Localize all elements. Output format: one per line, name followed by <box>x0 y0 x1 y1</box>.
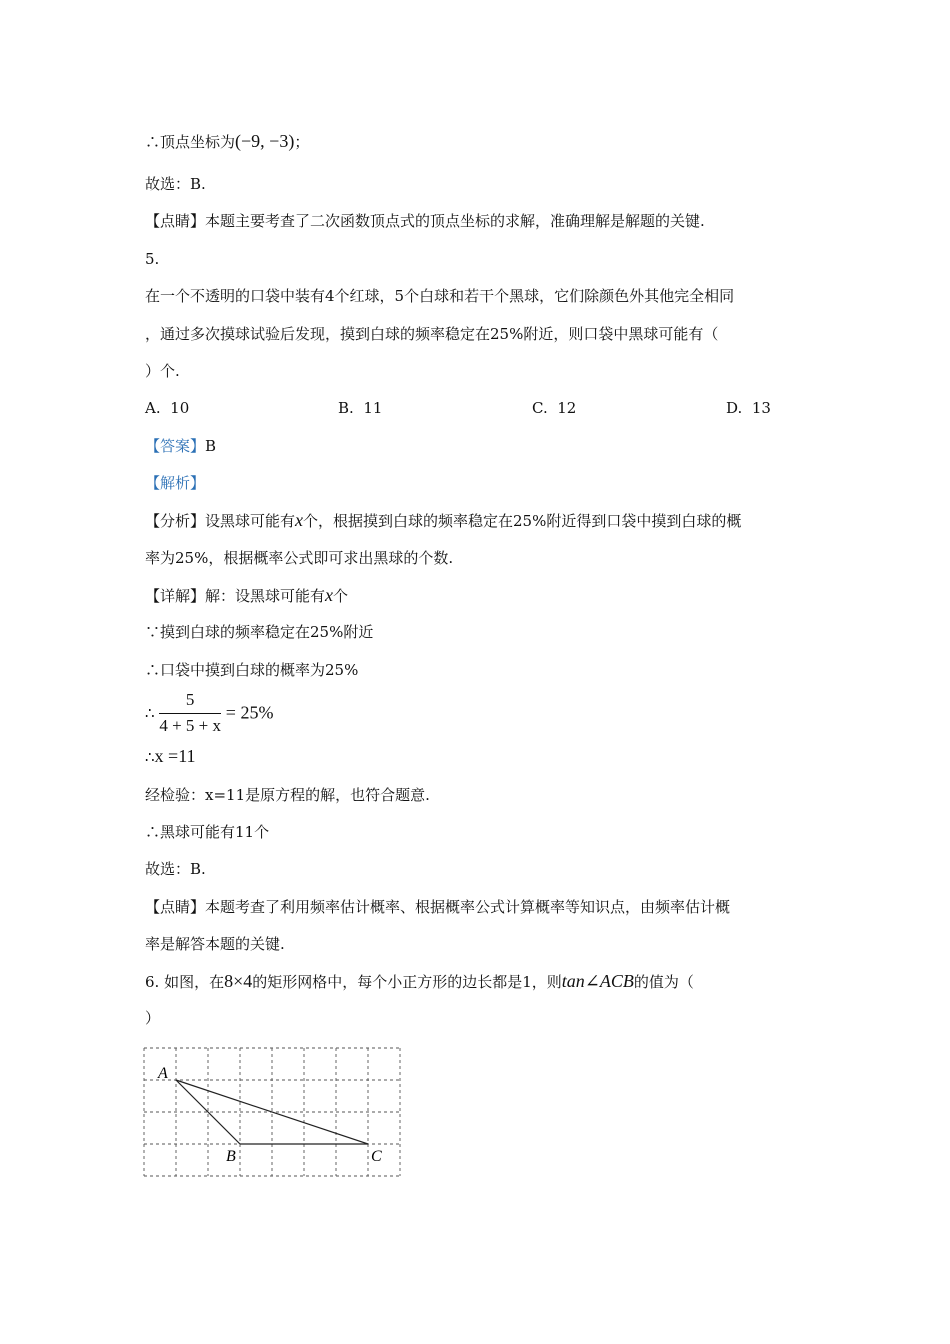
choice-b-value: 11 <box>363 399 383 417</box>
detail-line-1 <box>145 585 348 606</box>
question-5-number: 5. <box>145 250 160 268</box>
detail-line-1-a: 【详解】解：设黑球可能有 <box>145 587 326 605</box>
choice-a <box>145 398 189 418</box>
analysis-tag: 【解析】 <box>145 474 206 492</box>
check-line: 经检验：x=11是原方程的解，也符合题意. <box>145 786 430 804</box>
solution-expr: x =11 <box>154 746 196 766</box>
tan-expression: tan∠ACB <box>561 971 634 991</box>
detail-var: x <box>325 585 334 605</box>
choice-c-value: 12 <box>557 399 577 417</box>
comment-line-1: 【点睛】本题主要考查了二次函数顶点式的顶点坐标的求解，准确理解是解题的关键. <box>145 212 705 230</box>
grid-size: 8×4 <box>224 971 253 991</box>
analysis-line-1-a: 【分析】设黑球可能有 <box>145 512 296 530</box>
point-a-label: A <box>158 1065 168 1082</box>
equation-prefix: ∴ <box>145 704 155 722</box>
choice-c <box>532 398 576 418</box>
choice-d-label: D. <box>726 399 743 417</box>
analysis-line-1-b: 个，根据摸到白球的频率稳定在25%附近得到口袋中摸到白球的概 <box>303 512 742 530</box>
question-6-line-2: ） <box>145 1009 161 1027</box>
detail-line-1-b: 个 <box>333 587 349 605</box>
because-line: ∵摸到白球的频率稳定在25%附近 <box>145 623 374 641</box>
vertex-line <box>145 131 309 152</box>
equation-fraction <box>159 690 221 736</box>
answer-tag: 【答案】 <box>145 437 206 455</box>
choose-line-1: 故选：B. <box>145 175 206 193</box>
answer-line <box>145 436 216 456</box>
answer-value: B <box>205 437 217 455</box>
vertex-text: ∴顶点坐标为 <box>145 133 236 151</box>
question-6-a: 6. 如图，在 <box>145 973 225 991</box>
choice-b <box>338 398 382 418</box>
grid-figure <box>143 1047 405 1177</box>
comment-2-line-2: 率是解答本题的关键. <box>145 935 285 953</box>
choice-d <box>726 398 771 418</box>
analysis-line-1 <box>145 510 741 531</box>
point-c-label: C <box>371 1148 382 1165</box>
choice-d-value: 13 <box>751 399 771 417</box>
vertex-suffix: ； <box>294 133 310 151</box>
solution-prefix: ∴ <box>145 748 155 766</box>
solution-line <box>145 746 196 767</box>
vertex-coords: (−9, −3) <box>235 131 295 151</box>
equation-denominator: 4 + 5 + x <box>159 716 222 735</box>
choice-b-label: B. <box>338 399 354 417</box>
therefore-line-1: ∴口袋中摸到白球的概率为25% <box>145 661 359 679</box>
equation-numerator: 5 <box>159 690 221 714</box>
question-6-c: 的值为（ <box>633 973 694 991</box>
question-6-b: 的矩形网格中，每个小正方形的边长都是1，则 <box>252 973 562 991</box>
point-b-label: B <box>226 1148 236 1165</box>
therefore-line-2: ∴黑球可能有11个 <box>145 823 270 841</box>
analysis-var: x <box>295 510 304 530</box>
question-5-line-2: ，通过多次摸球试验后发现，摸到白球的频率稳定在25%附近，则口袋中黑球可能有（ <box>145 325 719 343</box>
choose-line-2: 故选：B. <box>145 860 206 878</box>
question-6-line-1 <box>145 971 694 992</box>
equation-line <box>145 690 273 736</box>
choice-c-label: C. <box>532 399 548 417</box>
analysis-line-2: 率为25%，根据概率公式即可求出黑球的个数. <box>145 549 454 567</box>
equation-rhs: = 25% <box>225 702 274 723</box>
question-5-line-1: 在一个不透明的口袋中装有4个红球，5个白球和若干个黑球，它们除颜色外其他完全相同 <box>145 287 735 305</box>
choice-a-label: A. <box>145 399 161 417</box>
choice-a-value: 10 <box>170 399 190 417</box>
question-5-line-3: ）个. <box>145 362 180 380</box>
comment-2-line-1: 【点睛】本题考查了利用频率估计概率、根据概率公式计算概率等知识点，由频率估计概 <box>145 898 731 916</box>
